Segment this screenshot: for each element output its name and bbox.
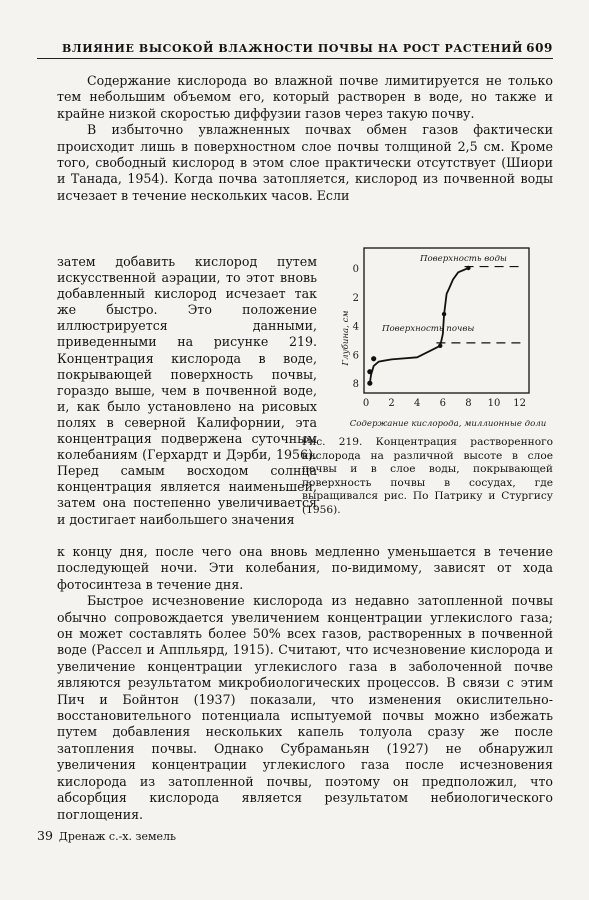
x-tick-label: 2: [388, 398, 395, 409]
y-tick-label: 4: [352, 321, 359, 333]
data-point: [466, 266, 470, 270]
x-tick-label: 10: [487, 398, 501, 409]
x-tick-label: 12: [513, 398, 526, 409]
x-tick-label: 6: [439, 398, 446, 409]
signature-title: Дренаж с.-х. земель: [58, 830, 177, 843]
data-point: [367, 369, 372, 374]
text-wrap-column: [57, 254, 317, 528]
book-page: [37, 0, 553, 900]
data-point: [367, 381, 372, 386]
soil-surface-annotation: Поверхность почвы: [382, 324, 475, 334]
figure-caption: Рис. 219. Концентрация растворенного кислорода на различной высоте в слое почвы и в слое воды, покрывающей поверхность почвы в сосудах, где выращивался рис. По Патрику и Стургису (1956).: [302, 436, 553, 516]
chart-content: [353, 254, 526, 409]
y-tick-label: 6: [352, 350, 359, 362]
page-number: 609: [526, 41, 553, 55]
y-tick-label: 8: [352, 379, 359, 391]
text-block-bottom: [57, 544, 553, 823]
text-block-top: [57, 73, 553, 204]
x-tick-label: 0: [362, 398, 370, 409]
paragraph-2-wrap: затем добавить кислород путем искусственной аэрации, то этот вновь добавленный кислород исчезает так же быстро. Это положение иллюстрируется данными, приведенными на рисунке 219. Концентрация кислорода в воде, покрывающей поверхность почвы, гораздо выше, чем в почвенной воде, и, как было установлено на рисовых полях в северной Калифорнии, эта концентрация подвержена суточным колебаниям (Герхардт и Дэрби, 1956). Перед самым восходом солнца концентрация является наименьшей, затем она постепенно увеличивается и достигает наибольшего значения: [57, 254, 317, 527]
oxygen-depth-chart: [302, 238, 553, 434]
plot-frame: [364, 248, 529, 393]
x-tick-label: 4: [414, 398, 421, 409]
paragraph-3: Быстрое исчезновение кислорода из недавно затопленной почвы обычно сопровождается увеличением концентрации углекислого газа; он может составлять более 50% всех газов, растворенных в почвенной воде (Рассел и Аппльярд, 1915). Считают, что исчезновение кислорода и увеличение концентрации углекислого газа в заболоченной почве являются результатом микробиологических процессов. В связи с этим Пич и Бойнтон (1937) показали, что изменения окислительно-восстановительного потенциала испытуемой почвы можно избежать путем добавления нескольких капель толуола сразу же после затопления почвы. Однако Субраманьян (1927) не обнаружил увеличения концентрации углекислого газа после исчезновения кислорода из затопленной почвы, поэтому он предположил, что абсорбция кислорода является результатом небиологического поглощения.: [57, 593, 553, 822]
water-surface-annotation: Поверхность воды: [420, 254, 507, 264]
paragraph-1: Содержание кислорода во влажной почве лимитируется не только тем небольшим объемом его, который растворен в воде, но также и крайне низкой скоростью диффузии газов через такую почву.: [57, 73, 553, 121]
y-tick-label: 0: [352, 264, 359, 275]
data-point: [438, 344, 442, 348]
paragraph-2-tail: к концу дня, после чего она вновь медленно уменьшается в течение последующей ночи. Эти колебания, по-видимому, зависят от хода фотосинтеза в течение дня.: [57, 544, 553, 592]
figure-219: [302, 238, 553, 434]
y-tick-label: 2: [352, 292, 359, 304]
running-header: [37, 36, 553, 59]
data-point: [442, 312, 446, 316]
x-tick-label: 8: [465, 398, 472, 409]
paragraph-2-full: В избыточно увлажненных почвах обмен газов фактически происходит лишь в поверхностном слое почвы толщиной 2,5 см. Кроме того, свободный кислород в этом слое практически отсутствует (Шиори и Танада, 1954). Когда почва затопляется, кислород из почвенной воды исчезает в течение нескольких часов. Если: [57, 122, 553, 203]
data-point: [371, 356, 376, 361]
signature-footer: [37, 828, 176, 843]
x-axis-label: Содержание кислорода, миллионные доли: [349, 419, 547, 429]
signature-number: 39: [37, 828, 53, 843]
y-axis-label: Глубина, см: [341, 310, 351, 366]
running-title: ВЛИЯНИЕ ВЫСОКОЙ ВЛАЖНОСТИ ПОЧВЫ НА РОСТ РАСТЕНИЙ: [62, 42, 524, 55]
